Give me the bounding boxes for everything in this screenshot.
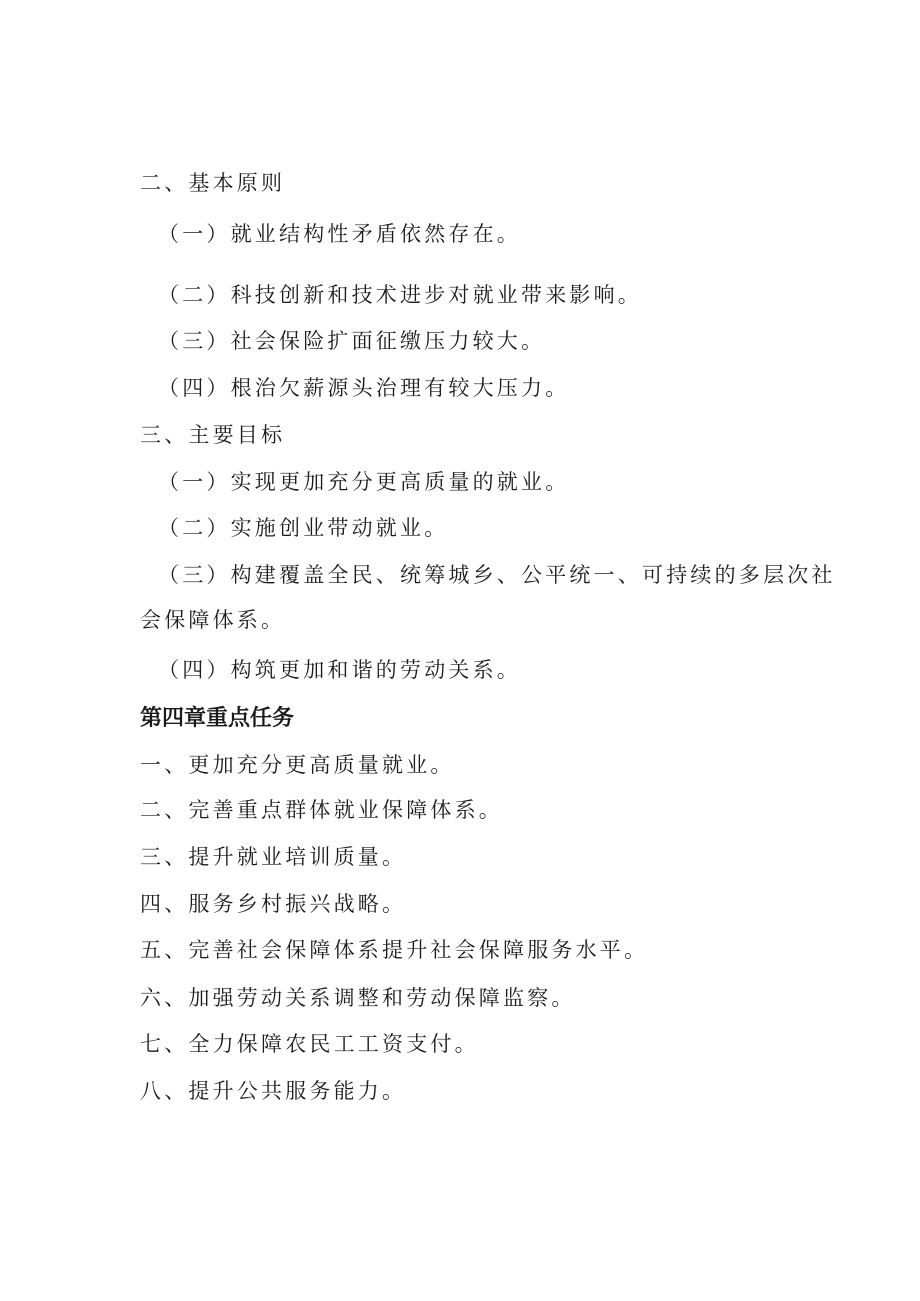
list-item: （一）就业结构性矛盾依然存在。 (158, 222, 521, 246)
task-item: 二、完善重点群体就业保障体系。 (140, 798, 503, 822)
list-item: （一）实现更加充分更高质量的就业。 (158, 470, 570, 494)
task-item: 三、提升就业培训质量。 (140, 845, 407, 869)
list-item-continuation: 会保障体系。 (140, 608, 286, 632)
task-item: 七、全力保障农民工工资支付。 (140, 1032, 479, 1056)
chapter-heading: 第四章重点任务 (140, 706, 295, 731)
task-item: 一、更加充分更高质量就业。 (140, 753, 455, 777)
task-item: 六、加强劳动关系调整和劳动保障监察。 (140, 986, 576, 1010)
task-item: 八、提升公共服务能力。 (140, 1079, 407, 1103)
list-item: （四）根治欠薪源头治理有较大压力。 (158, 376, 570, 400)
section-heading-main-goals: 三、主要目标 (140, 423, 286, 447)
section-heading-basic-principles: 二、基本原则 (140, 171, 286, 195)
list-item: （三）构建覆盖全民、统筹城乡、公平统一、可持续的多层次社 (158, 563, 836, 587)
task-item: 四、服务乡村振兴战略。 (140, 892, 407, 916)
list-item: （四）构筑更加和谐的劳动关系。 (158, 658, 521, 682)
list-item: （二）科技创新和技术进步对就业带来影响。 (158, 283, 642, 307)
list-item: （三）社会保险扩面征缴压力较大。 (158, 329, 546, 353)
task-item: 五、完善社会保障体系提升社会保障服务水平。 (140, 938, 649, 962)
list-item: （二）实施创业带动就业。 (158, 516, 449, 540)
